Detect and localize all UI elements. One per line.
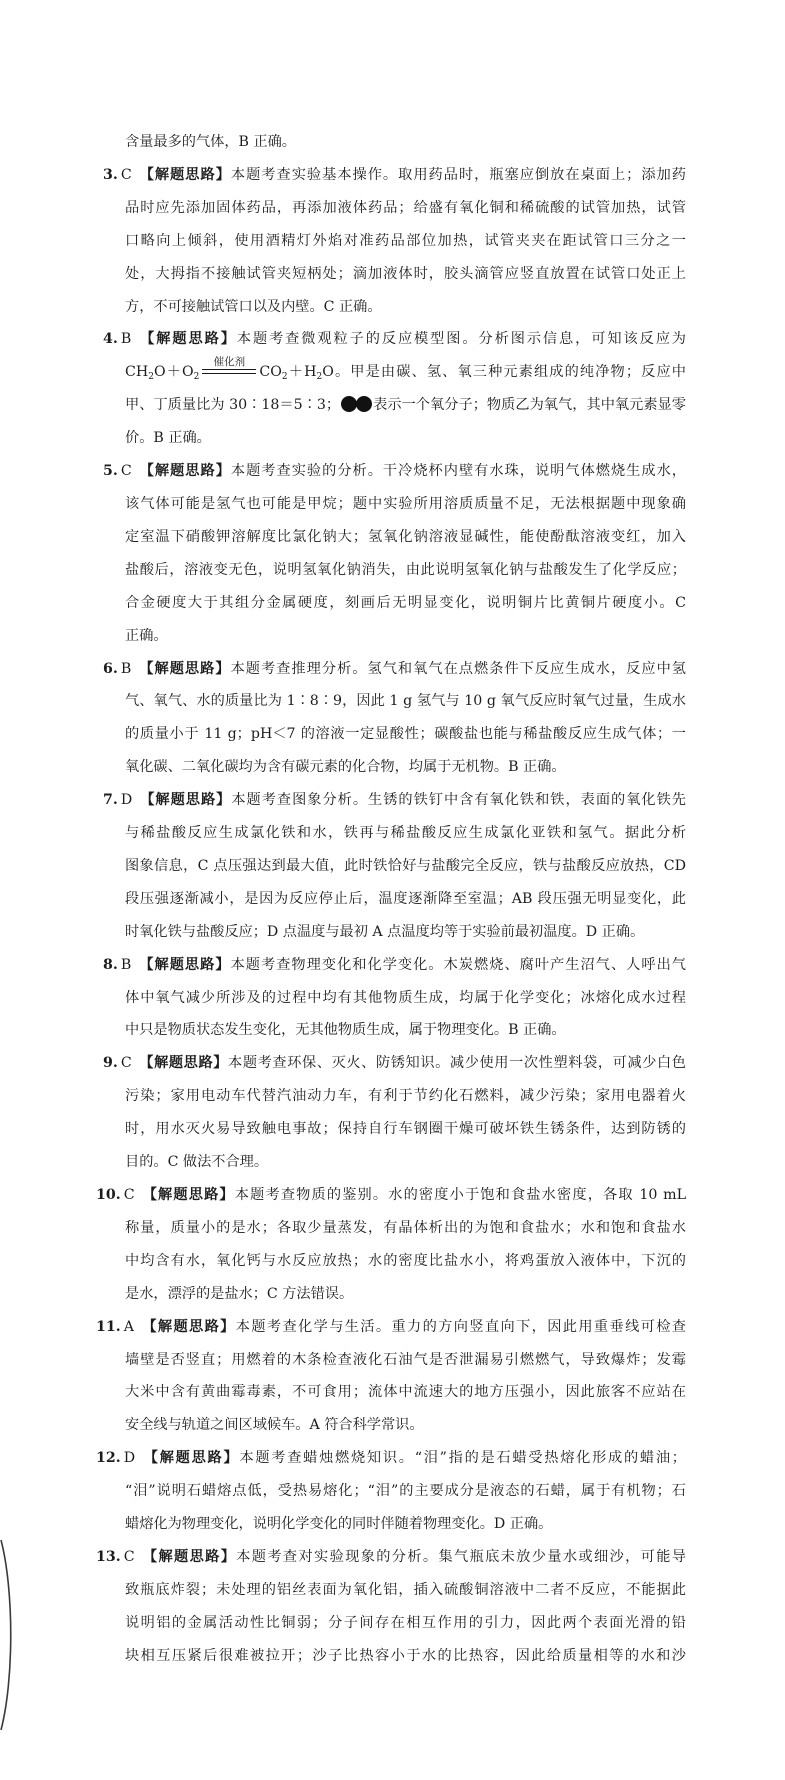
- text-line: 中均含有水，氧化钙与水反应放热；水的密度比盐水小，将鸡蛋放入液体中，下沉的: [125, 1252, 686, 1269]
- text-line: 品时应先添加固体药品，再添加液体药品；给盛有氧化铜和稀硫酸的试管加热，试管: [125, 199, 686, 216]
- text-line: 段压强逐渐减小，是因为反应停止后，温度逐渐降至室温；AB 段压强无明显变化，此: [125, 890, 686, 907]
- text-line: 方，不可接触试管口以及内壁。C 正确。: [125, 298, 382, 315]
- answer-letter: C: [123, 1187, 135, 1203]
- atom-circle: [356, 396, 372, 412]
- solution-label: 【解题思路】: [140, 1318, 236, 1335]
- item-text: 本题考查对实验现象的分析。集气瓶底未放少量水或细沙，可能导: [236, 1548, 686, 1565]
- answer-item-4: [0, 323, 785, 455]
- text-line: 价。B 正确。: [125, 430, 211, 447]
- solution-label: 【解题思路】: [138, 956, 231, 973]
- item-number: 6.: [103, 660, 118, 677]
- solution-label: 【解题思路】: [141, 1548, 237, 1565]
- item-text: 本题考查实验基本操作。取用药品时，瓶塞应倒放在桌面上；添加药: [230, 166, 686, 183]
- answer-page: [0, 126, 785, 1673]
- formula-part: ＋H: [287, 364, 317, 381]
- item-text: 本题考查图象分析。生锈的铁钉中含有氧化铁和铁，表面的氧化铁先: [231, 792, 686, 809]
- solution-label: 【解题思路】: [139, 792, 232, 809]
- answer-item-5: [0, 455, 785, 652]
- item-text: 本题考查蜡烛燃烧知识。“泪”指的是石蜡受热熔化形成的蜡油；: [239, 1450, 686, 1467]
- solution-label: 【解题思路】: [141, 1187, 235, 1203]
- answer-item-7: [0, 784, 785, 949]
- answer-letter: C: [123, 1548, 135, 1565]
- text-line: [103, 323, 686, 356]
- answer-letter: B: [120, 660, 132, 677]
- text-line: [96, 1442, 686, 1475]
- text-line: 定室温下硝酸钾溶解度比氯化钠大；氢氧化钠溶液显碱性，能使酚酞溶液变红，加入: [125, 528, 686, 545]
- text-line: [103, 455, 686, 488]
- oxygen-molecule-icon: [341, 396, 372, 412]
- text-line: 体中氧气减少所涉及的过程中均有其他物质生成，均属于化学变化；冰熔化成水过程: [125, 989, 686, 1006]
- item-text: 本题考查环保、灭火、防锈知识。减少使用一次性塑料袋，可减少白色: [228, 1055, 686, 1072]
- item-number: 13.: [96, 1548, 121, 1565]
- text-line: [103, 653, 686, 686]
- answer-item-8: [0, 949, 785, 1048]
- item-text: 本题考查化学与生活。重力的方向竖直向下，因此用重垂线可检查: [235, 1318, 686, 1335]
- text-line: 目的。C 做法不合理。: [125, 1154, 269, 1171]
- subscript: 2: [281, 372, 288, 383]
- answer-letter: C: [120, 463, 132, 480]
- text-line: 气、氧气、水的质量比为 1∶8∶9，因此 1 g 氢气与 10 g 氧气反应时氧气过量，生成水: [125, 693, 686, 710]
- solution-label: 【解题思路】: [138, 331, 237, 348]
- double-line: [202, 369, 256, 374]
- text-line: 说明铝的金属活动性比铜弱；分子间存在相互作用的引力，因此两个表面光滑的铅: [125, 1614, 686, 1631]
- item-text: 表示一个氧分子；物质乙为氧气，其中氧元素显零: [373, 397, 686, 414]
- answer-letter: B: [120, 956, 132, 973]
- text-line-lead: 含量最多的气体，B 正确。: [125, 134, 296, 150]
- answer-letter: C: [120, 1055, 132, 1072]
- item-number: 3.: [103, 166, 118, 183]
- text-line: [103, 949, 686, 982]
- item-text: 本题考查物理变化和化学变化。木炭燃烧、腐叶产生沼气、人呼出气: [230, 956, 686, 973]
- answer-item-6: [0, 653, 785, 785]
- text-line: [103, 1047, 686, 1080]
- formula-part: CH: [125, 364, 149, 381]
- item-number: 8.: [103, 956, 118, 973]
- text-line: [96, 1179, 686, 1212]
- text-line: 安全线与轨道之间区域候车。A 符合科学常识。: [125, 1417, 424, 1434]
- text-line: “泪”说明石蜡熔点低，受热易熔化；“泪”的主要成分是液态的石蜡，属于有机物；石: [125, 1483, 686, 1500]
- answer-letter: C: [120, 166, 132, 183]
- solution-label: 【解题思路】: [138, 463, 231, 480]
- text-line: [96, 1541, 686, 1574]
- text-line: 处，大拇指不接触试管夹短柄处；滴加液体时，胶头滴管应竖直放置在试管口处正上: [125, 265, 686, 282]
- text-line: 该气体可能是氢气也可能是甲烷；题中实验所用溶质质量不足，无法根据题中现象确: [125, 495, 686, 512]
- text-line: 块相互压紧后很难被拉开；沙子比热容小于水的比热容，因此给质量相等的水和沙: [125, 1647, 686, 1664]
- subscript: 2: [316, 372, 323, 383]
- solution-label: 【解题思路】: [142, 1450, 240, 1467]
- item-text: 本题考查物质的鉴别。水的密度小于饱和食盐水密度，各取 10 mL: [234, 1187, 686, 1203]
- item-text: 甲、丁质量比为 30∶18＝5∶3；: [125, 397, 341, 414]
- answer-item-13: [0, 1541, 785, 1673]
- answer-letter: D: [120, 792, 133, 809]
- text-line: 蜡熔化为物理变化，说明化学变化的同时伴随着物理变化。D 正确。: [125, 1516, 553, 1533]
- subscript: 2: [148, 372, 154, 383]
- text-line: 致瓶底炸裂；未处理的铝丝表面为氧化铝，插入硫酸铜溶液中二者不反应，不能据此: [125, 1581, 686, 1598]
- item-number: 9.: [103, 1055, 118, 1072]
- text-line: 合金硬度大于其组分金属硬度，刻画后无明显变化，说明铜片比黄铜片硬度小。C: [125, 594, 686, 611]
- text-line: 时氧化铁与盐酸反应；D 点温度与最初 A 点温度均等于实验前最初温度。D 正确。: [125, 923, 645, 940]
- text-line: [103, 784, 686, 817]
- reaction-condition-equals-sign: [202, 356, 256, 376]
- subscript: 2: [193, 372, 200, 383]
- text-line: 与稀盐酸反应生成氯化铁和水，铁再与稀盐酸反应生成氯化亚铁和氢气。据此分析: [125, 825, 686, 842]
- text-line: 正确。: [125, 627, 168, 644]
- item-number: 5.: [103, 463, 118, 480]
- answer-item-3: [0, 159, 785, 324]
- answer-item-12: [0, 1442, 785, 1541]
- answer-letter: A: [123, 1318, 134, 1335]
- answer-item-9: [0, 1047, 785, 1179]
- binding-edge-mark: [0, 1540, 20, 1730]
- text-line: [125, 389, 686, 422]
- item-number: 10.: [96, 1187, 121, 1203]
- item-text: O。甲是由碳、氢、氧三种元素组成的纯净物；反应中: [322, 364, 686, 381]
- text-line: [96, 1311, 686, 1344]
- answer-item-10: [0, 1179, 785, 1311]
- item-text: 本题考查微观粒子的反应模型图。分析图示信息，可知该反应为: [236, 331, 686, 348]
- item-number: 4.: [103, 331, 118, 348]
- atom-circle: [341, 396, 357, 412]
- answer-item-11: [0, 1311, 785, 1443]
- text-line: 中只是物质状态发生变化，无其他物质生成，属于物理变化。B 正确。: [125, 1022, 566, 1039]
- text-line: 是水，漂浮的是盐水；C 方法错误。: [125, 1285, 354, 1302]
- chemical-equation-line: [125, 356, 686, 389]
- text-line: 时，用水灭火易导致触电事故；保持自行车钢圈干燥可破坏铁生锈条件，达到防锈的: [125, 1121, 686, 1138]
- text-line: 图象信息，C 点压强达到最大值，此时铁恰好与盐酸完全反应，铁与盐酸反应放热，CD: [125, 857, 686, 874]
- item-number: 11.: [96, 1318, 121, 1335]
- item-text: 本题考查推理分析。氢气和氧气在点燃条件下反应生成水，反应中氢: [230, 660, 686, 677]
- text-line: 称量，质量小的是水；各取少量蒸发，有晶体析出的为饱和食盐水；水和饱和食盐水: [125, 1219, 686, 1236]
- item-text: 本题考查实验的分析。干冷烧杯内壁有水珠，说明气体燃烧生成水，: [230, 463, 686, 480]
- solution-label: 【解题思路】: [138, 1055, 229, 1072]
- item-number: 7.: [103, 792, 118, 809]
- answer-letter: D: [123, 1450, 136, 1467]
- text-line: 口略向上倾斜，使用酒精灯外焰对准药品部位加热，试管夹夹在距试管口三分之一: [125, 232, 686, 249]
- answer-letter: B: [120, 331, 132, 348]
- text-line: 污染；家用电动车代替汽油动力车，有利于节约化石燃料，减少污染；家用电器着火: [125, 1088, 686, 1105]
- catalyst-label: 催化剂: [213, 356, 246, 369]
- solution-label: 【解题思路】: [138, 660, 231, 677]
- formula-part: O＋O: [153, 364, 194, 381]
- text-line: [103, 159, 686, 192]
- text-line: 氧化碳、二氧化碳均为含有碳元素的化合物，均属于无机物。B 正确。: [125, 759, 566, 776]
- text-line: 墙壁是否竖直；用燃着的木条检查液化石油气是否泄漏易引燃燃气，导致爆炸；发霉: [125, 1351, 686, 1368]
- text-line: 大米中含有黄曲霉毒素，不可食用；流体中流速大的地方压强小，因此旅客不应站在: [125, 1384, 686, 1401]
- item-number: 12.: [96, 1450, 121, 1467]
- text-line: 的质量小于 11 g；pH＜7 的溶液一定显酸性；碳酸盐也能与稀盐酸反应生成气体；一: [125, 726, 686, 743]
- formula-part: CO: [259, 364, 282, 381]
- text-line: 盐酸后，溶液变无色，说明氢氧化钠消失，由此说明氢氧化钠与盐酸发生了化学反应；: [125, 561, 686, 578]
- solution-label: 【解题思路】: [138, 166, 231, 183]
